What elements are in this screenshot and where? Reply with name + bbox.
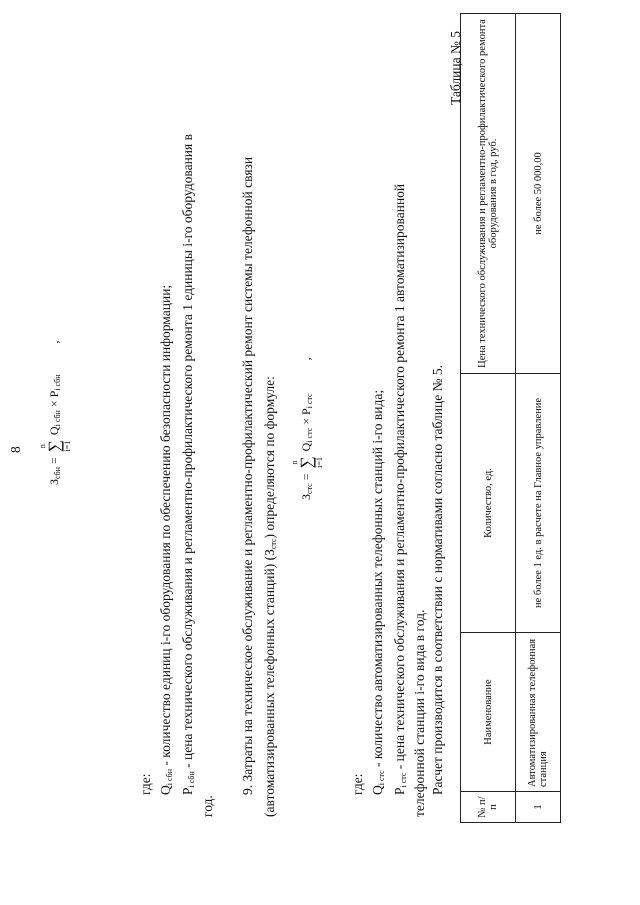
page-number: 8 — [8, 446, 23, 453]
definition-q-sts: $Q_{i стс}$ - количество автоматизированных телефонных станций i-го вида; — [370, 389, 386, 795]
definition-p-sts-cont: телефонной станции i-го вида в год. — [412, 609, 427, 817]
sum-symbol: n ∑ i=1 — [290, 456, 324, 469]
header-name: Наименование — [461, 633, 516, 792]
formula-sts: $З_{стс} = n$ ∑ i=1 $Q_{i стс} \times P_{i стс}$ , — [290, 357, 324, 500]
definition-p-sbn: $P_{i сбн}$ - цена технического обслуживания и регламентно-профилактического ремонта 1 единицы i-го оборудования в — [180, 134, 196, 795]
calculation-note: Расчет производится в соответствии с нормативами согласно таблице № 5. — [430, 365, 445, 795]
definition-q-sbn: $Q_{i сбн}$ - количество единиц i-го оборудования по обеспечению безопасности информации; — [158, 284, 174, 795]
formula-sbn: $З_{сбн} = n$ ∑ i=1 $Q_{i сбн} \times P_{i сбн}$ , — [38, 340, 72, 485]
definition-p-sts: $P_{i стс}$ - цена технического обслуживания и регламентно-профилактического ремонта 1 автоматизированной — [392, 183, 408, 795]
table-header-row — [461, 14, 516, 823]
norms-table — [460, 13, 561, 823]
definition-p-sbn-cont: год. — [200, 795, 215, 817]
where-label-1: где: — [138, 773, 153, 795]
cell-name: Автоматизированная телефонная станция — [516, 633, 561, 792]
where-label-2: где: — [350, 773, 365, 795]
table-title: Таблица № 5 — [448, 31, 463, 105]
sum-symbol: n ∑ i=1 — [38, 440, 72, 453]
cell-number: 1 — [516, 792, 561, 823]
cell-price: не более 50 000,00 — [516, 14, 561, 374]
table-row — [516, 14, 561, 823]
header-price: Цена технического обслуживания и регламентно-профилактического ремонта оборудования в год, руб. — [461, 14, 516, 374]
cell-quantity: не более 1 ед. в расчете на Главное управление — [516, 374, 561, 633]
header-number: № п/п — [461, 792, 516, 823]
paragraph-9-line2: (автоматизированных телефонных станций) $(З_{стс})$ определяются по формуле: — [262, 376, 278, 817]
header-quantity: Количество, ед. — [461, 374, 516, 633]
paragraph-9-line1: 9. Затраты на техническое обслуживание и регламентно-профилактический ремонт системы телефонной связи — [240, 156, 255, 795]
